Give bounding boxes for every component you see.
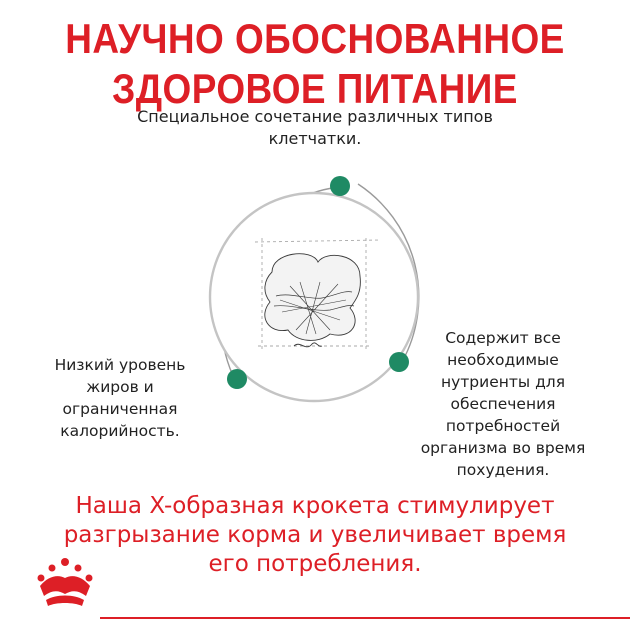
- nutrients-description: [418, 327, 588, 481]
- nutrients-line: организма во время: [420, 439, 586, 457]
- kibble-claim-line: его потребления.: [208, 551, 422, 577]
- green-dot-icon: [389, 352, 409, 372]
- low-fat-line: жиров и: [86, 378, 154, 396]
- footer-divider: [100, 617, 630, 619]
- nutrients-line: потребностей: [445, 417, 561, 435]
- nutrients-line: обеспечения: [450, 395, 556, 413]
- nutrients-line: необходимые: [447, 351, 559, 369]
- nutrients-line: похудения.: [456, 461, 550, 479]
- nutrients-line: Содержит все: [445, 329, 561, 347]
- nutrients-line: нутриенты для: [440, 373, 566, 391]
- low-fat-description: [40, 354, 200, 442]
- green-dot-icon: [330, 176, 350, 196]
- fiber-line-1: Специальное сочетание различных типов: [137, 107, 493, 126]
- fiber-line-2: клетчатки.: [268, 129, 362, 148]
- green-dot-icon: [227, 369, 247, 389]
- low-fat-line: Низкий уровень: [54, 356, 186, 374]
- low-fat-line: калорийность.: [60, 422, 180, 440]
- title-line-1: НАУЧНО ОБОСНОВАННОЕ: [65, 15, 565, 62]
- crown-logo-icon: [34, 556, 96, 614]
- kibble-claim-line: разгрызание корма и увеличивает время: [63, 522, 567, 548]
- low-fat-line: ограниченная: [62, 400, 178, 418]
- kibble-claim-line: Наша X-образная крокета стимулирует: [75, 493, 555, 519]
- kibble-claim: [40, 492, 590, 579]
- title-line-2: ЗДОРОВОЕ ПИТАНИЕ: [112, 65, 518, 112]
